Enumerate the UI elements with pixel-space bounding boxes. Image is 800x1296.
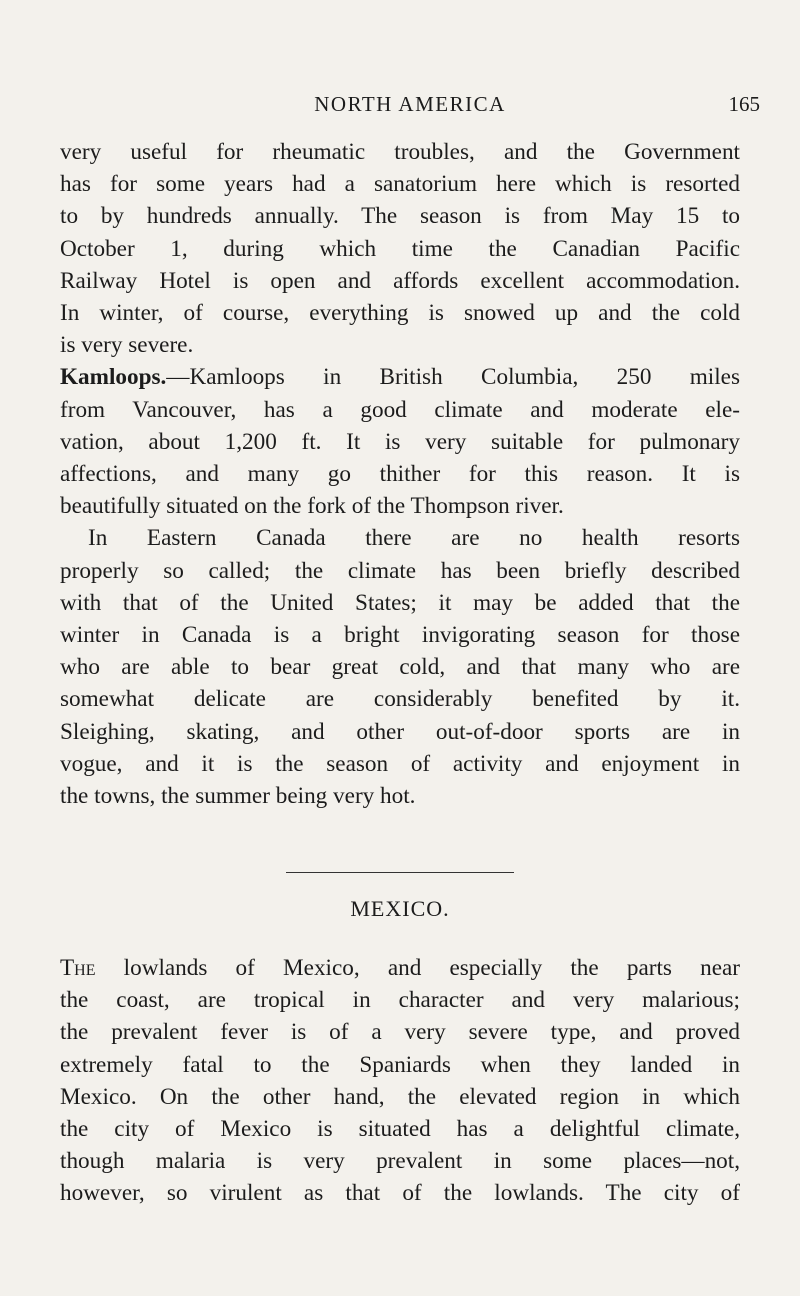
text-line: somewhat delicate are considerably benefited by it. bbox=[60, 686, 740, 713]
mexico-first-line-text: lowlands of Mexico, and especially the parts near bbox=[95, 955, 740, 981]
text-line: winter in Canada is a bright invigorating season for those bbox=[60, 621, 740, 648]
text-line: though malaria is very prevalent in some places—not, bbox=[60, 1148, 740, 1175]
kamloops-runin-heading: Kamloops. bbox=[60, 364, 167, 391]
paragraph-eastern-canada bbox=[60, 522, 740, 812]
text-line: to by hundreds annually. The season is from May 15 to bbox=[60, 203, 740, 230]
mexico-first-line bbox=[60, 952, 740, 984]
text-line: very useful for rheumatic troubles, and the Government bbox=[60, 139, 740, 165]
text-line: vogue, and it is the season of activity and enjoyment in bbox=[60, 750, 740, 777]
text-line: the towns, the summer being very hot. bbox=[60, 782, 416, 809]
text-line: with that of the United States; it may be added that the bbox=[60, 589, 740, 616]
text-line: October 1, during which time the Canadian Pacific bbox=[60, 235, 740, 262]
text-line: Railway Hotel is open and affords excellent accommodation. bbox=[60, 267, 740, 294]
text-line: however, so virulent as that of the lowlands. The city of bbox=[60, 1180, 740, 1207]
text-line: Mexico. On the other hand, the elevated region in which bbox=[60, 1083, 740, 1110]
text-line: extremely fatal to the Spaniards when they landed in bbox=[60, 1051, 740, 1078]
section-heading-mexico: MEXICO. bbox=[350, 896, 450, 921]
text-line: the coast, are tropical in character and very malarious; bbox=[60, 987, 740, 1014]
kamloops-first-line-text: —Kamloops in British Columbia, 250 miles bbox=[166, 364, 740, 391]
text-line: who are able to bear great cold, and that many who are bbox=[60, 654, 740, 681]
text-line: In Eastern Canada there are no health resorts bbox=[88, 525, 740, 552]
text-line: affections, and many go thither for this reason. It is bbox=[60, 460, 740, 487]
text-line: beautifully situated on the fork of the Thompson river. bbox=[60, 493, 564, 520]
page-number: 165 bbox=[728, 92, 760, 116]
paragraph-sanatorium bbox=[60, 136, 740, 361]
text-line: Sleighing, skating, and other out-of-door sports are in bbox=[60, 718, 740, 745]
running-head bbox=[60, 92, 760, 122]
text-line: vation, about 1,200 ft. It is very suitable for pulmonary bbox=[60, 428, 740, 455]
text-line: from Vancouver, has a good climate and moderate ele- bbox=[60, 396, 740, 423]
paragraph-mexico bbox=[60, 952, 740, 1210]
mexico-first-word: The bbox=[60, 955, 96, 981]
running-title: NORTH AMERICA bbox=[314, 92, 506, 116]
text-line: the city of Mexico is situated has a delightful climate, bbox=[60, 1115, 740, 1142]
text-line: properly so called; the climate has been briefly described bbox=[60, 557, 740, 584]
text-line: In winter, of course, everything is snowed up and the cold bbox=[60, 299, 740, 326]
text-line: is very severe. bbox=[60, 332, 194, 359]
paragraph-kamloops bbox=[60, 361, 740, 522]
text-line: has for some years had a sanatorium here which is resorted bbox=[60, 171, 740, 198]
text-line: the prevalent fever is of a very severe type, and proved bbox=[60, 1019, 740, 1046]
kamloops-first-line bbox=[60, 361, 740, 393]
section-divider bbox=[286, 872, 514, 873]
